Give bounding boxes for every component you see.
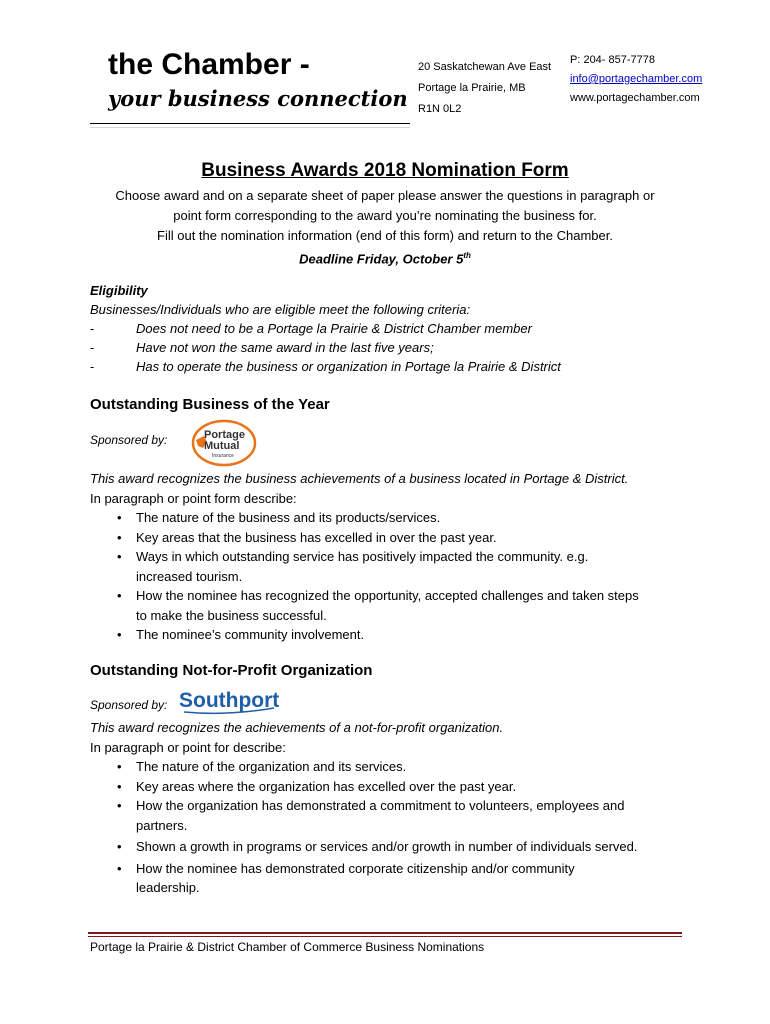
southport-logo (178, 686, 280, 716)
list-item: • How the nominee has demonstrated corporate citizenship and/or community leadership. (117, 860, 575, 895)
eligibility-intro: Businesses/Individuals who are eligible meet the following criteria: (90, 302, 471, 317)
address-line: 20 Saskatchewan Ave East (418, 61, 552, 73)
logo-word-southport: Southport (179, 689, 280, 712)
brand-tagline: your business connection (108, 86, 408, 111)
deadline (90, 246, 680, 269)
intro-line: Fill out the nomination information (end of this form) and return to the Chamber. (157, 228, 613, 243)
footer-text: Portage la Prairie & District Chamber of Commerce Business Nominations (90, 940, 485, 954)
award-heading-business: Outstanding Business of the Year (90, 396, 330, 413)
header-divider-shadow (90, 127, 410, 128)
criterion-text: Has to operate the business or organization in Portage la Prairie & District (136, 359, 561, 374)
bullet-icon: • (117, 798, 122, 813)
sponsored-by-label: Sponsored by: (90, 433, 168, 447)
address-line: Portage la Prairie, MB (418, 82, 526, 94)
dash-marker: - (90, 321, 95, 336)
criterion-text: Have not won the same award in the last five years; (136, 340, 434, 355)
intro-line: Choose award and on a separate sheet of paper please answer the questions in paragraph or (115, 188, 655, 203)
intro-line: point form corresponding to the award you’re nominating the business for. (173, 208, 597, 223)
address-line: R1N 0L2 (418, 103, 462, 115)
page-title: Business Awards 2018 Nomination Form (201, 160, 569, 181)
list-item: • Shown a growth in programs or services and/or growth in number of individuals served. (90, 837, 710, 857)
list-item: • The nature of the business and its products/services. (90, 508, 710, 528)
logo-word-portage: Portage (204, 429, 245, 441)
criterion-text: Does not need to be a Portage la Prairie & District Chamber member (136, 321, 532, 336)
bullet-icon: • (117, 510, 122, 525)
phone-number: P: 204- 857-7778 (570, 54, 656, 66)
bullet-icon: • (117, 839, 122, 854)
dash-marker: - (90, 340, 95, 355)
criteria-list (90, 757, 710, 898)
email-link[interactable]: info@portagechamber.com (570, 73, 703, 85)
footer-divider-thin (88, 936, 682, 937)
bullet-icon: • (117, 529, 122, 545)
dash-marker: - (90, 359, 95, 374)
eligibility-criterion (90, 338, 561, 357)
eligibility-heading: Eligibility (90, 283, 148, 298)
list-item: • The nature of the organization and its services. (90, 757, 710, 777)
list-item: • How the organization has demonstrated a commitment to volunteers, employees and partners. (117, 798, 625, 833)
award-nonprofit-body (90, 718, 710, 898)
list-item: • How the nominee has recognized the opportunity, accepted challenges and taken steps to make the business successful. (117, 588, 639, 623)
criteria-list (90, 508, 710, 645)
logo-word-insurance: Insurance (212, 453, 234, 459)
award-description: This award recognizes the achievements of a not-for-profit organization. (90, 720, 504, 735)
chamber-address (418, 57, 551, 120)
deadline-suffix: th (463, 251, 471, 260)
bullet-icon: • (117, 627, 122, 642)
list-item: • Key areas that the business has excelled in over the past year. (90, 528, 710, 548)
eligibility-criterion (90, 319, 561, 338)
bullet-icon: • (117, 549, 122, 564)
bullet-icon: • (117, 860, 122, 876)
bullet-icon: • (117, 778, 122, 794)
bullet-icon: • (117, 588, 122, 603)
list-item: • Ways in which outstanding service has positively impacted the community. e.g. increased tourism. (117, 549, 589, 584)
award-description: This award recognizes the business achievements of a business located in Portage & District. (90, 471, 629, 486)
award-prompt: In paragraph or point for describe: (90, 739, 286, 755)
award-business-body (90, 469, 710, 645)
deadline-text: Deadline Friday, October 5 (299, 251, 464, 267)
logo-word-mutual: Mutual (204, 440, 240, 452)
form-intro (90, 186, 680, 269)
chamber-contact (570, 51, 702, 108)
portage-mutual-logo (190, 418, 258, 468)
eligibility-criterion (90, 357, 561, 376)
eligibility-section (90, 281, 561, 376)
header-divider (90, 123, 410, 124)
award-prompt: In paragraph or point form describe: (90, 490, 297, 506)
footer-divider (88, 932, 682, 934)
brand-title: the Chamber - (108, 48, 310, 81)
list-item: • Key areas where the organization has excelled over the past year. (90, 777, 710, 797)
list-item: • The nominee’s community involvement. (90, 625, 710, 645)
website-text: www.portagechamber.com (570, 92, 700, 104)
bullet-icon: • (117, 759, 122, 774)
sponsored-by-label: Sponsored by: (90, 698, 168, 712)
award-heading-nonprofit: Outstanding Not-for-Profit Organization (90, 662, 373, 679)
